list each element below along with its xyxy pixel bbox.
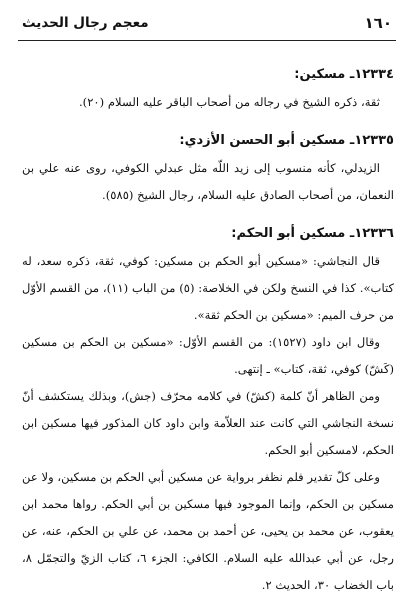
entry-title: ١٢٣٣٦ـ مسكين أبو الحكم: (231, 226, 394, 241)
page-body (22, 60, 394, 609)
entry-paragraph: وقال ابن داود (١٥٢٧): من القسم الأوّل: «مسكين بن الحكم بن مسكين (كَشّ) كوفي، ثقة، كتاب» ـ إنتهى. (22, 335, 394, 376)
entry-12336 (22, 219, 394, 599)
entry-paragraph: ثقة، ذكره الشيخ في رجاله من أصحاب الباقر عليه السلام (٢٠). (78, 95, 380, 109)
entry-paragraph: ومن الظاهر أنّ كلمة (كشّ) في كلامه محرّف (جش)، وبذلك يستكشف أنّ نسخة النجاشي التي كانت عند العلاّمة وابن داود كان المذكور فيها مسكين ابن الحكم، لامسكين أبو الحكم. (22, 389, 394, 457)
entry-paragraph: الزيدلي، كأنه منسوب إلى زيد اللّه مثل عبدلي الكوفي، روى عنه علي بن النعمان، من أصحاب الصادق عليه السلام، رجال الشيخ (٥٨٥). (22, 161, 394, 202)
entry-12334 (22, 60, 394, 116)
header-rule (18, 40, 396, 41)
entry-paragraph: قال النجاشي: «مسكين أبو الحكم بن مسكين: كوفي، ثقة، ذكره سعد، له كتاب». كذا في النسخ ولكن في الخلاصة: (٥) من الباب (١١)، من القسم الأوّل من حرف الميم: «مسكين بن الحكم ثقة». (22, 254, 394, 322)
running-title: معجم رجال الحديث (22, 15, 149, 31)
running-header (22, 12, 392, 34)
entry-title: ١٢٣٣٥ـ مسكين أبو الحسن الأزدي: (179, 133, 394, 148)
page-number: ١٦٠ (364, 14, 392, 32)
entry-title: ١٢٣٣٤ـ مسكين: (294, 67, 394, 82)
entry-paragraph: وعلى كلّ تقدير فلم نظفر برواية عن مسكين أبي الحكم بن مسكين، ولا عن مسكين بن الحكم، وإنما الموجود فيها مسكين بن أبي الحكم. رواها محمد ابن يعقوب، عن محمد بن يحيى، عن أحمد بن محمد، عن علي بن الحكم، عنه، عن رجل، عن أبي عبدالله عليه السلام. الكافي: الجزء ٦، كتاب الزيّ والتجمّل ٨، باب الخضاب ٣٠، الحديث ٢. (22, 470, 394, 592)
entry-12335 (22, 126, 394, 209)
